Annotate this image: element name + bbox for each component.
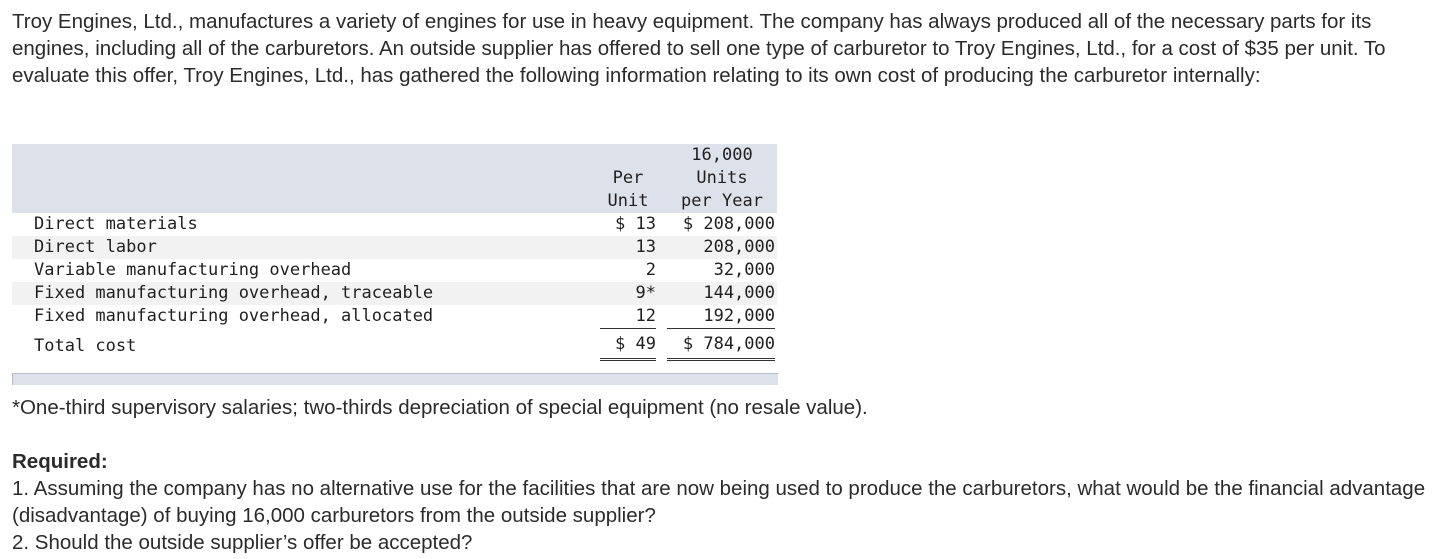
per-year-value: 32,000 — [713, 260, 775, 280]
total-per-unit: $ 49 — [600, 330, 656, 361]
row-label: Fixed manufacturing overhead, allocated — [34, 306, 434, 326]
table-row — [12, 259, 777, 282]
per-year-value: 192,000 — [667, 305, 775, 329]
header-year-line1: 16,000 — [691, 145, 753, 165]
row-label: Direct labor — [34, 237, 157, 257]
per-year-value: $ 208,000 — [682, 214, 775, 234]
per-unit-value: 2 — [645, 260, 656, 280]
header-unit-line3: Unit — [607, 191, 649, 211]
required-title: Required: — [12, 450, 108, 473]
question-2: 2. Should the outside supplier’s offer be accepted? — [12, 531, 473, 554]
row-label: Variable manufacturing overhead — [34, 260, 352, 280]
total-label: Total cost — [34, 336, 137, 356]
table-row — [12, 305, 777, 328]
per-unit-value: $ 13 — [615, 214, 656, 234]
row-label: Direct materials — [34, 214, 198, 234]
per-unit-value: 9* — [635, 283, 656, 303]
per-year-value: 144,000 — [703, 283, 775, 303]
problem-intro: Troy Engines, Ltd., manufactures a variety of engines for use in heavy equipment. The company has always produced all of the necessary parts for its engines, including all of the carburetors. An outside supplier has offered to sell one type of carburetor to Troy Engines, Ltd., for a cost of $35 per unit. To evaluate this offer, Troy Engines, Ltd., has gathered the following information relating to its own cost of producing the carburetor internally: — [12, 10, 1386, 87]
table-header — [12, 144, 777, 213]
per-unit-value: 13 — [635, 237, 656, 257]
total-per-year: $ 784,000 — [667, 330, 775, 361]
table-footer-bar — [12, 373, 778, 385]
table-row — [12, 282, 777, 305]
row-label: Fixed manufacturing overhead, traceable — [34, 283, 434, 303]
per-year-value: 208,000 — [703, 237, 775, 257]
total-row — [12, 328, 777, 360]
per-unit-value: 12 — [600, 305, 656, 329]
header-year-line3: per Year — [681, 191, 763, 211]
question-1: 1. Assuming the company has no alternative use for the facilities that are now being used to produce the carburetors, what would be the financial advantage (disadvantage) of buying 16,000 carburetors from the outside supplier? — [12, 477, 1426, 527]
required-section — [12, 448, 1432, 556]
header-unit-line2: Per — [612, 168, 644, 188]
table-row — [12, 213, 777, 236]
table-row — [12, 236, 777, 259]
header-year-line2: Units — [696, 168, 748, 188]
cost-table — [12, 144, 777, 360]
footnote: *One-third supervisory salaries; two-thirds depreciation of special equipment (no resale value). — [12, 396, 868, 419]
